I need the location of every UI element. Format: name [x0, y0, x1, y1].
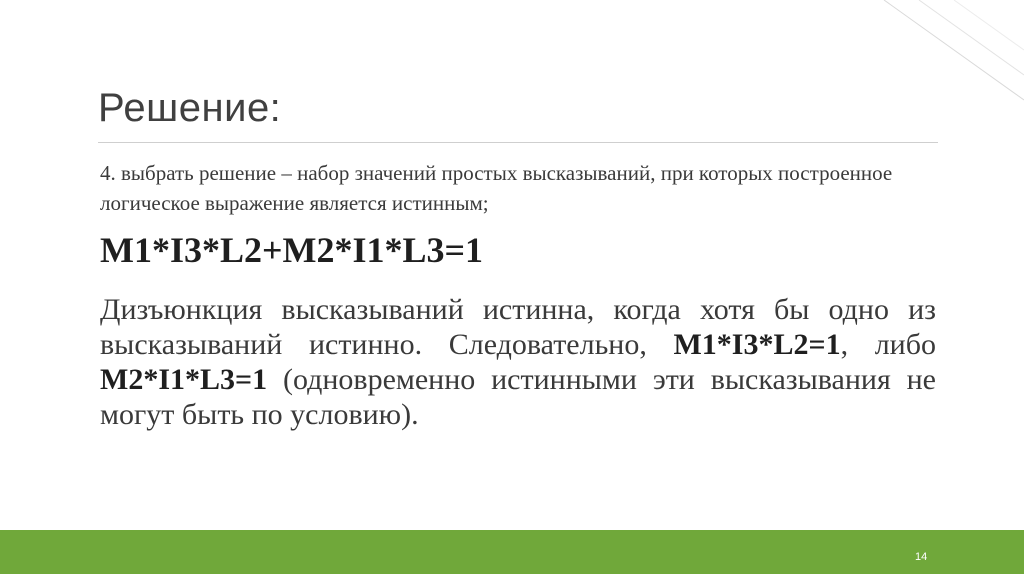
- title-divider: [98, 142, 938, 143]
- paragraph-formula-1: M1*I3*L2=1: [673, 328, 841, 361]
- paragraph-formula-2: M2*I1*L3=1: [100, 363, 268, 396]
- footer-bar: [0, 530, 1024, 574]
- page-number: 14: [915, 551, 928, 563]
- step-text: 4. выбрать решение – набор значений простых высказываний, при которых построенное логическое выражение является истинным;: [100, 161, 893, 215]
- explanation-paragraph: [100, 292, 936, 432]
- formula: M1*I3*L2+M2*I1*L3=1: [100, 230, 484, 270]
- paragraph-text-2: , либо: [840, 328, 936, 361]
- corner-decoration: [824, 0, 1024, 120]
- paragraph-text-3: (одновременно истинными эти высказывания не могут быть по условию).: [100, 363, 936, 431]
- slide-title: Решение:: [98, 86, 282, 130]
- paragraph-text-1: Дизъюнкция высказываний истинна, когда хотя бы одно из высказываний истинно. Следовательно,: [100, 293, 936, 361]
